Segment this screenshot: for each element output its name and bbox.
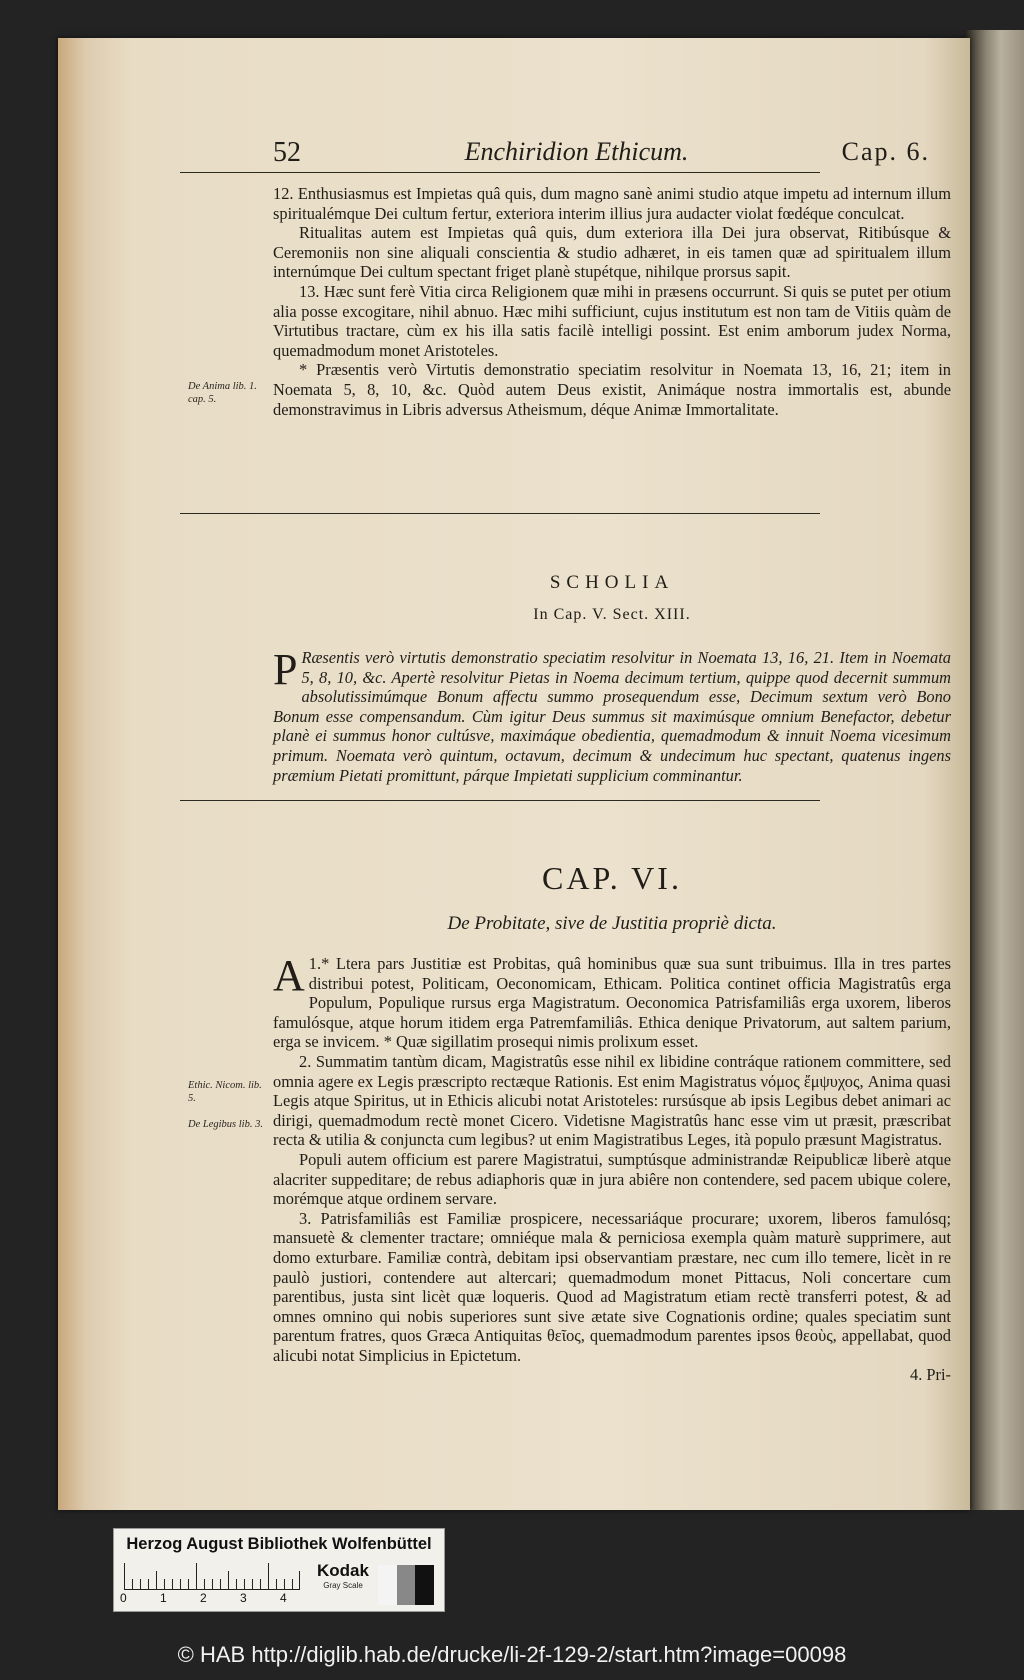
sidenote-de-legibus: De Legibus lib. 3. [188, 1119, 263, 1130]
dropcap-a: A [273, 951, 305, 1000]
chapter-paragraph-2: 2. Summatim tantùm dicam, Magistratûs esse nihil ex libidine contráque rationem committere, sed omnia agere ex Legis præscripto rectæque Rationis. Est enim Magistratus νόμος ἔμψυχος, Anima quasi Legis atque Spiritus, ut in Ethicis alicubi notat Aristoteles: rursúsque ab ipsis Legibus debet animari ac dirigi, quemadmodum rectè monet Cicero. Videtisne Magistratûs hanc esse vim ut præsit, præscribat recta & utilia & conjuncta cum legibus? ut enim Magistratibus Leges, ità populo præsunt Magistratus. [273, 1051, 951, 1150]
source-url[interactable]: © HAB http://diglib.hab.de/drucke/li-2f-129-2/start.htm?image=00098 [0, 1642, 1024, 1678]
kodak-logo: Kodak Gray Scale [317, 1561, 369, 1590]
chapter-paragraph-4: 3. Patrisfamiliâs est Familiæ prospicere, necessariáque procurare; uxorem, liberos famulósq; mansuetè & clementer tractare; omniéque mala & perniciosa exempla quàm maturè supprimere, aut domo exturbare. Familiæ contrà, debitam ipsi observantiam præstare, nec cum illo temere, licèt in re paulò justiori, contendere aut altercari; quemadmodum monet Pittacus, Noli concertare cum parentibus, justa sint licèt quæ loqueris. Quod ad Magistratum etiam rectè transferri potest, & ad omnes omnino qui nobis superiores sunt sive ætate sive Cognationis ordine; quales speciatim sunt parentum fratres, quos Græca Antiquitas θεῖος, quemadmodum parentes ipsos θεοὺς, appellabat, quod alicubi notat Simplicius in Epictetum. [273, 1208, 951, 1365]
dropcap-p: P [273, 645, 298, 694]
chapter-label: Cap. 6. [841, 137, 930, 166]
top-section [273, 184, 951, 419]
chapter-heading: CAP. VI. [542, 860, 682, 896]
paragraph-note: * Præsentis verò Virtutis demonstratio speciatim resolvitur in Noemata 13, 16, 21; item in Noemata 5, 8, 10, &c. Quòd autem Deus existit, Animáque nostra immortalis est, abunde demonstravimus in Libris adversus Atheismum, déque Animæ Immortalitate. [273, 360, 951, 419]
chapter-paragraph-1: 1.* A Ltera pars Justitiæ est Probitas, quâ hominibus quæ sua sunt tribuimus. Illa in tres partes distribui potest, Politicam, Oeconomicam, Ethicam. Politica continet officia Magistratûs erga Populum, Populique rursus erga Magistratum. Oeconomica Patrisfamiliâs erga uxorem, liberos famulósque, atque horum itidem erga Patremfamiliâs. Ethica denique Privatorum, aut saltem parium, erga se invicem. * Quæ sigillatim prosequi nimis prolixum esset. [273, 951, 951, 1052]
paragraph-12: 12. Enthusiasmus est Impietas quâ quis, dum magno sanè animi studio atque impetu ad internum illum spiritualémque Dei cultum fertur, exteriora interim illius jura audacter violat fœdéque conculcat. [273, 184, 951, 223]
chapter-text [273, 951, 951, 1385]
ruler-scale [124, 1563, 300, 1590]
page-number: 52 [273, 137, 301, 168]
header-rule [180, 172, 820, 173]
adjacent-page-edge [966, 30, 1024, 1510]
running-title: Enchiridion Ethicum. [464, 137, 689, 166]
scholia-paragraph: Ræsentis verò virtutis demonstratio speciatim resolvitur in Noemata 13, 16, 21. Item in Noemata 5, 8, 10, &c. Apertè resolvitur Pietas in Noema decimum tertium, quippe quod decernit summum absolutissimúmque Bonum affectu summo prosequendum esse, Decimum sextum verò Bono Bonum esse compensandum. Cùm igitur Deus summus sit maximúsque omnium Benefactor, debetur planè ei summus honor cultúsve, maximáque obedientia, quemadmodum & innuit Noema vicesimum primum. Noemata verò quintum, octavum, decimum & undecimum huc spectant, quatenus ingens præmium Pietati promittunt, párque Impietati supplicium comminantur. [273, 648, 951, 785]
scholia-heading: SCHOLIA [549, 572, 675, 593]
chapter-paragraph-3: Populi autem officium est parere Magistratui, sumptúsque administrandæ Reipublicæ liberè atque alacriter suppeditare; de rebus adiaphoris quæ in jura abiêre non contendere, sed pacem ubique colere, morémque atque ordinem servare. [273, 1149, 951, 1209]
book-page [58, 38, 970, 1510]
scholia-subheading: In Cap. V. Sect. XIII. [533, 606, 691, 623]
running-header [213, 137, 940, 177]
sidenote-ethic-nicom: Ethic. Nicom. lib. 5. [188, 1080, 262, 1104]
catchword: 4. Pri- [910, 1365, 951, 1385]
paragraph-ritualitas: Ritualitas autem est Impietas quâ quis, dum exteriora illa Dei jura observat, Ritibúsque & Ceremoniis non sine aliquali conscientia & studio adhæret, in eis tamen quæ ad spiritualem illum internúmque Dei cultum spectant friget planè stupétque, nihilque prorsus sapit. [273, 223, 951, 282]
scholia-text [273, 645, 951, 785]
section-lead: 1.* [308, 954, 330, 973]
library-name: Herzog August Bibliothek Wolfenbüttel [126, 1535, 432, 1553]
section-rule-2 [180, 800, 820, 801]
library-scale-card: Herzog August Bibliothek Wolfenbüttel 0 1 2 3 4 Kodak Gray Scale [113, 1528, 445, 1612]
gray-scale-patches [378, 1565, 434, 1605]
paragraph-13: 13. Hæc sunt ferè Vitia circa Religionem quæ mihi in præsens occurrunt. Si quis se putet per otium alia posse excogitare, nihil abnuo. Hæc mihi sufficiunt, cujus institutum est non tam de Vitiis quàm de Virtutibus tractare, cùm ex his illa satis facilè intelligi possint. Est enim amborum judex Norma, quemadmodum monet Aristoteles. [273, 281, 951, 360]
chapter-subheading: De Probitate, sive de Justitia propriè dicta. [447, 913, 777, 934]
section-rule-1 [180, 513, 820, 514]
sidenote-de-anima: De Anima lib. 1. cap. 5. [188, 381, 257, 405]
